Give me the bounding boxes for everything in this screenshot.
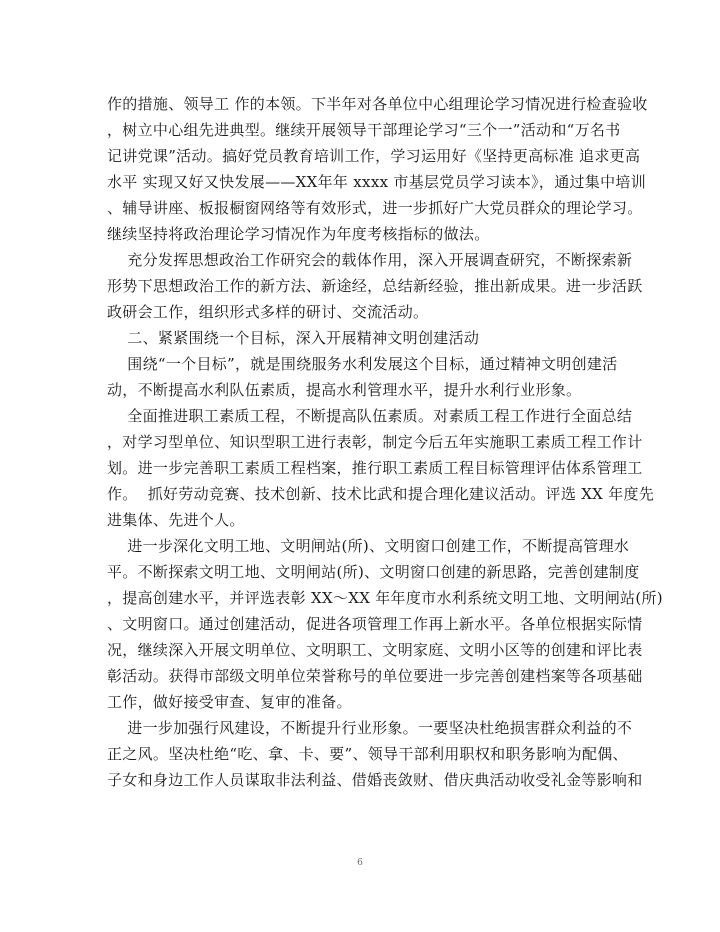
body-text-line: 况，继续深入开展文明单位、文明职工、文明家庭、文明小区等的创建和评比表	[107, 641, 643, 659]
body-text-line: 作的措施、领导工 作的本领。下半年对各单位中心组理论学习情况进行检查验收	[107, 95, 648, 113]
body-text-line: ，对学习型单位、知识型职工进行表彰，制定今后五年实施职工素质工程工作计	[107, 433, 643, 451]
body-text-line: 进一步深化文明工地、文明闸站(所)、文明窗口创建工作，不断提高管理水	[107, 537, 630, 555]
body-text-line: 子女和身边工作人员谋取非法利益、借婚丧敛财、借庆典活动收受礼金等影响和	[107, 771, 643, 789]
body-text-line: 工作，做好接受审查、复审的准备。	[107, 693, 352, 711]
body-text-line: 全面推进职工素质工程，不断提高队伍素质。对素质工程工作进行全面总结	[107, 407, 633, 425]
body-text-line: ，提高创建水平，并评选表彰 XX～XX 年年度市水利系统文明工地、文明闸站(所)	[107, 589, 663, 607]
body-text-line: 彰活动。获得市部级文明单位荣誉称号的单位要进一步完善创建档案等各项基础	[107, 667, 643, 685]
body-text-line: 形势下思想政治工作的新方法、新途经，总结新经验，推出新成果。进一步活跃	[107, 277, 643, 295]
body-text-line: 水平 实现又好又快发展——XX年年 xxxx 市基层党员学习读本》，通过集中培训	[107, 173, 647, 191]
body-text-line: 进一步加强行风建设，不断提升行业形象。一要坚决杜绝损害群众利益的不	[107, 719, 633, 737]
body-text-line: 划。进一步完善职工素质工程档案，推行职工素质工程目标管理评估体系管理工	[107, 459, 643, 477]
page-number: 6	[357, 858, 363, 868]
body-text-line: 平。不断探索文明工地、文明闸站(所)、文明窗口创建的新思路，完善创建制度	[107, 563, 640, 581]
body-text-line: 记讲党课”活动。搞好党员教育培训工作，学习运用好《坚持更高标准 追求更高	[107, 147, 641, 165]
body-text-line: 政研会工作，组织形式多样的研讨、交流活动。	[107, 303, 429, 321]
section-heading: 二、紧紧围绕一个目标，深入开展精神文明创建活动	[107, 329, 480, 347]
body-text-line: ，树立中心组先进典型。继续开展领导干部理论学习“三个一”活动和“万名书	[107, 121, 621, 139]
body-text-line: 继续坚持将政治理论学习情况作为年度考核指标的做法。	[107, 225, 490, 243]
body-text-line: 正之风。坚决杜绝“吃、拿、卡、要”、领导干部利用职权和职务影响为配偶、	[107, 745, 628, 763]
body-text-line: 、文明窗口。通过创建活动，促进各项管理工作再上新水平。各单位根据实际情	[107, 615, 643, 633]
body-text-line: 作。 抓好劳动竞赛、技术创新、技术比武和提合理化建议活动。评选 XX 年度先	[107, 485, 655, 503]
body-text-line: 、辅导讲座、板报橱窗网络等有效形式，进一步抓好广大党员群众的理论学习。	[107, 199, 643, 217]
body-text-line: 充分发挥思想政治工作研究会的载体作用，深入开展调查研究，不断探索新	[107, 251, 633, 269]
body-text-line: 围绕“一个目标”，就是围绕服务水利发展这个目标，通过精神文明创建活	[107, 355, 618, 373]
body-text-line: 进集体、先进个人。	[107, 511, 245, 529]
body-text-line: 动，不断提高水利队伍素质，提高水利管理水平，提升水利行业形象。	[107, 381, 582, 399]
